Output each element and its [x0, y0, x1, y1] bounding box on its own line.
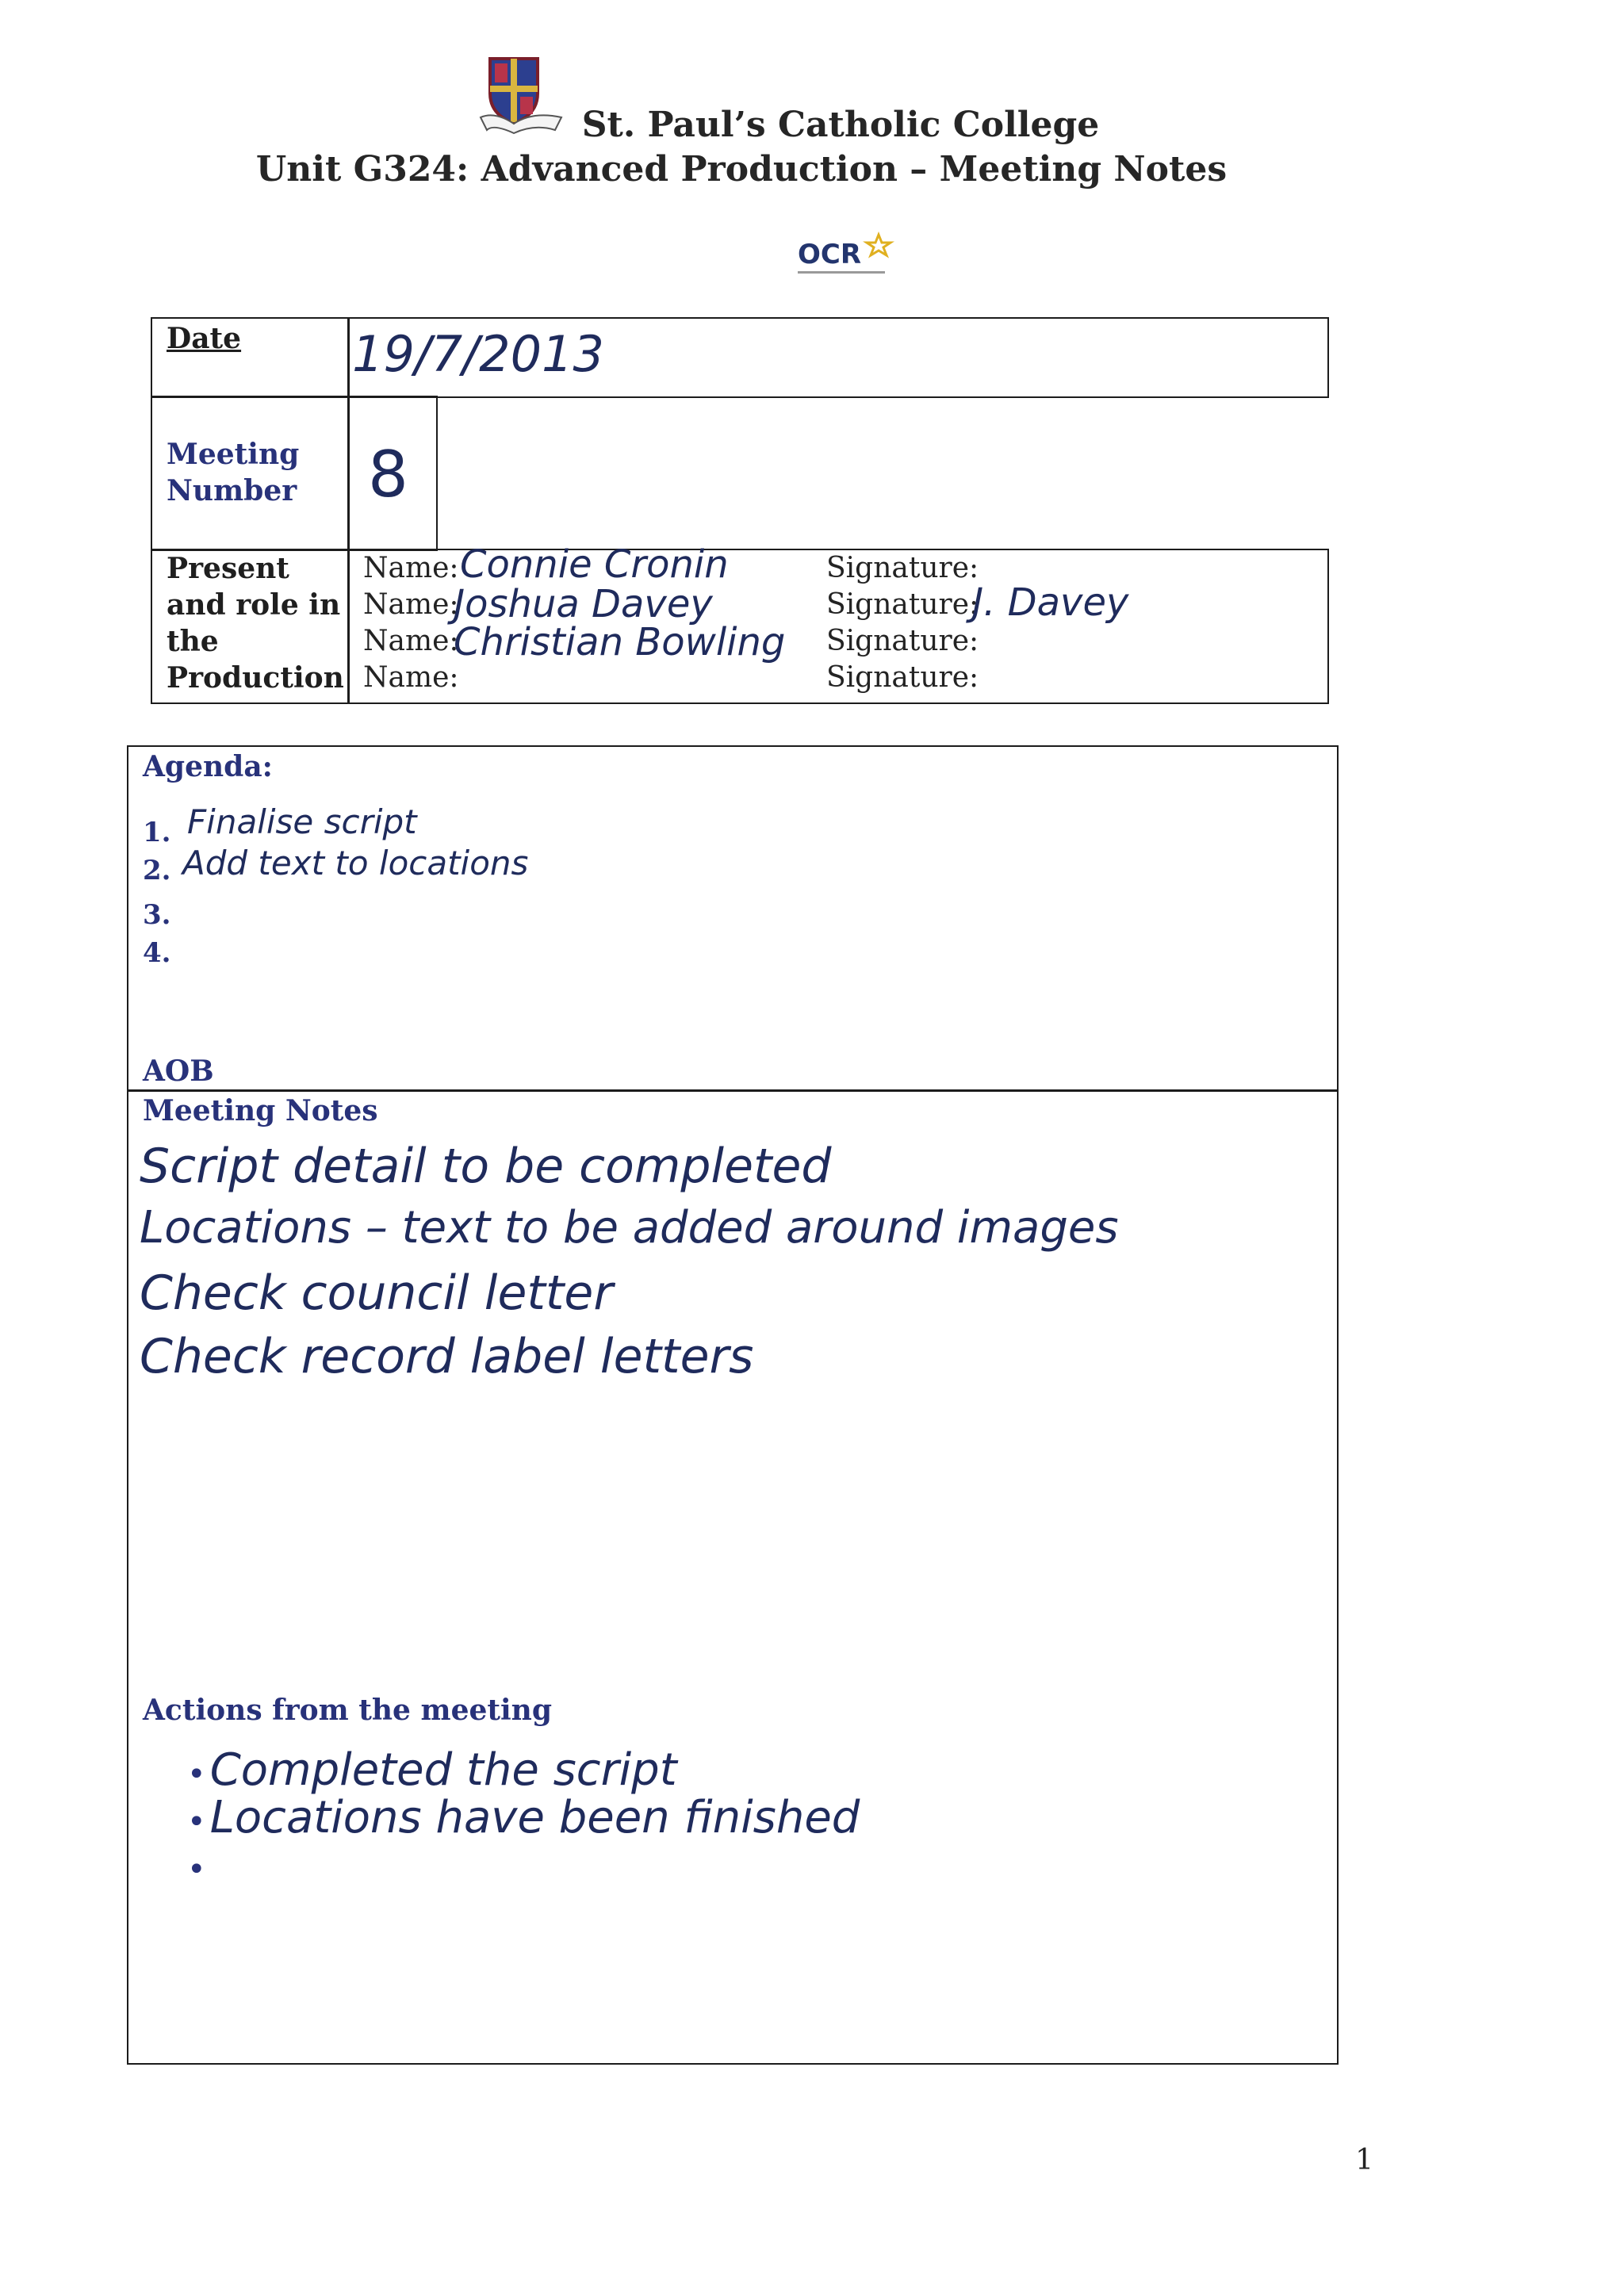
name-label: Name:	[363, 661, 459, 694]
name-label: Name:	[363, 552, 459, 584]
signature-label: Signature:	[826, 552, 979, 584]
agenda-item-2: 2. Add text to locations	[143, 844, 529, 886]
meeting-number-label: Meeting Number	[167, 438, 300, 507]
meeting-number-value: 8	[368, 438, 408, 511]
svg-text:OCR: OCR	[798, 239, 862, 270]
action-item-1: • Completed the script	[187, 1744, 677, 1796]
signature-label: Signature:	[826, 661, 979, 694]
date-row	[151, 317, 1329, 398]
ocr-logo	[793, 232, 904, 281]
meeting-notes-lines	[140, 1139, 1119, 1392]
meeting-note-line: Check record label letters	[140, 1329, 754, 1384]
signature-labels	[826, 550, 979, 696]
agenda-item-4: 4.	[143, 937, 171, 969]
meeting-note-line: Check council letter	[140, 1265, 614, 1321]
date-value: 19/7/2013	[352, 325, 604, 383]
actions-heading: Actions from the meeting	[143, 1694, 553, 1727]
aob-label: AOB	[143, 1055, 214, 1088]
signature-label: Signature:	[826, 588, 979, 621]
unit-title: Unit G324: Advanced Production – Meeting Notes	[255, 149, 1228, 189]
signature-2: J. Davey	[972, 580, 1129, 625]
attendee-name-3: Christian Bowling	[454, 620, 786, 664]
college-name: St. Paul’s Catholic College	[581, 105, 1100, 145]
agenda-item-3: 3.	[143, 899, 171, 931]
actions-list	[187, 1744, 860, 1887]
date-label: Date	[167, 322, 242, 355]
attendee-name-labels	[363, 550, 459, 696]
agenda-list	[143, 802, 529, 969]
meeting-notes-heading: Meeting Notes	[143, 1094, 378, 1127]
name-label: Name:	[363, 625, 459, 657]
signature-label: Signature:	[826, 625, 979, 657]
action-item-3: •	[187, 1851, 206, 1888]
meeting-note-line: Script detail to be completed	[140, 1139, 832, 1194]
agenda-item-1: 1. Finalise script	[143, 802, 417, 848]
action-item-2: • Locations have been finished	[187, 1792, 860, 1843]
present-role-label: Present and role in the Production	[167, 552, 344, 695]
attendee-name-1: Connie Cronin	[460, 542, 729, 587]
page-number: 1	[1355, 2144, 1373, 2176]
agenda-heading: Agenda:	[143, 750, 273, 783]
meeting-note-line: Locations – text to be added around images	[140, 1202, 1119, 1254]
name-label: Name:	[363, 588, 459, 621]
attendee-name-2: Joshua Davey	[454, 582, 713, 626]
